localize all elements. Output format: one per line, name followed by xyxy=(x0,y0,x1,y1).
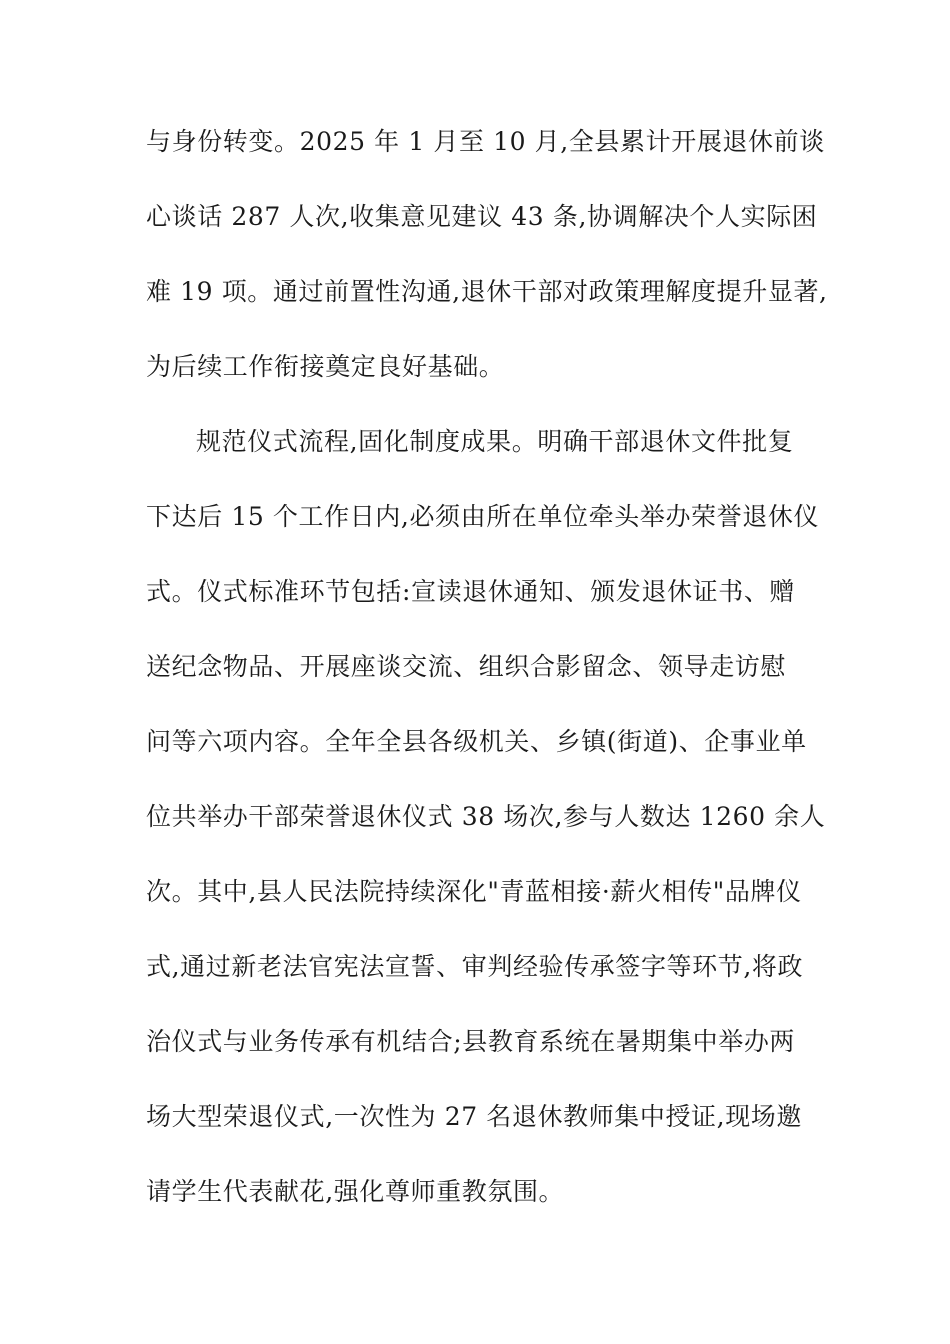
text-line: 场大型荣退仪式,一次性为 27 名退休教师集中授证,现场邀 xyxy=(146,1102,803,1131)
text-line: 问等六项内容。全年全县各级机关、乡镇(街道)、企事业单 xyxy=(146,727,807,756)
text-line: 式,通过新老法官宪法宣誓、审判经验传承签字等环节,将政 xyxy=(146,952,804,981)
text-line: 式。仪式标准环节包括:宣读退休通知、颁发退休证书、赠 xyxy=(146,577,796,606)
text-line: 治仪式与业务传承有机结合;县教育系统在暑期集中举办两 xyxy=(146,1027,796,1056)
text-line: 位共举办干部荣誉退休仪式 38 场次,参与人数达 1260 余人 xyxy=(146,802,826,831)
text-line: 送纪念物品、开展座谈交流、组织合影留念、领导走访慰 xyxy=(146,652,787,681)
text-line: 下达后 15 个工作日内,必须由所在单位牵头举办荣誉退休仪 xyxy=(146,502,820,531)
text-line: 为后续工作衔接奠定良好基础。 xyxy=(146,352,505,381)
text-line: 心谈话 287 人次,收集意见建议 43 条,协调解决个人实际困 xyxy=(146,202,818,231)
text-line: 规范仪式流程,固化制度成果。明确干部退休文件批复 xyxy=(196,427,794,456)
text-line: 难 19 项。通过前置性沟通,退休干部对政策理解度提升显著, xyxy=(146,277,828,306)
text-line: 次。其中,县人民法院持续深化"青蓝相接·薪火相传"品牌仪 xyxy=(146,877,802,906)
text-line: 请学生代表献花,强化尊师重教氛围。 xyxy=(146,1177,565,1206)
text-line: 与身份转变。2025 年 1 月至 10 月,全县累计开展退休前谈 xyxy=(146,127,825,156)
